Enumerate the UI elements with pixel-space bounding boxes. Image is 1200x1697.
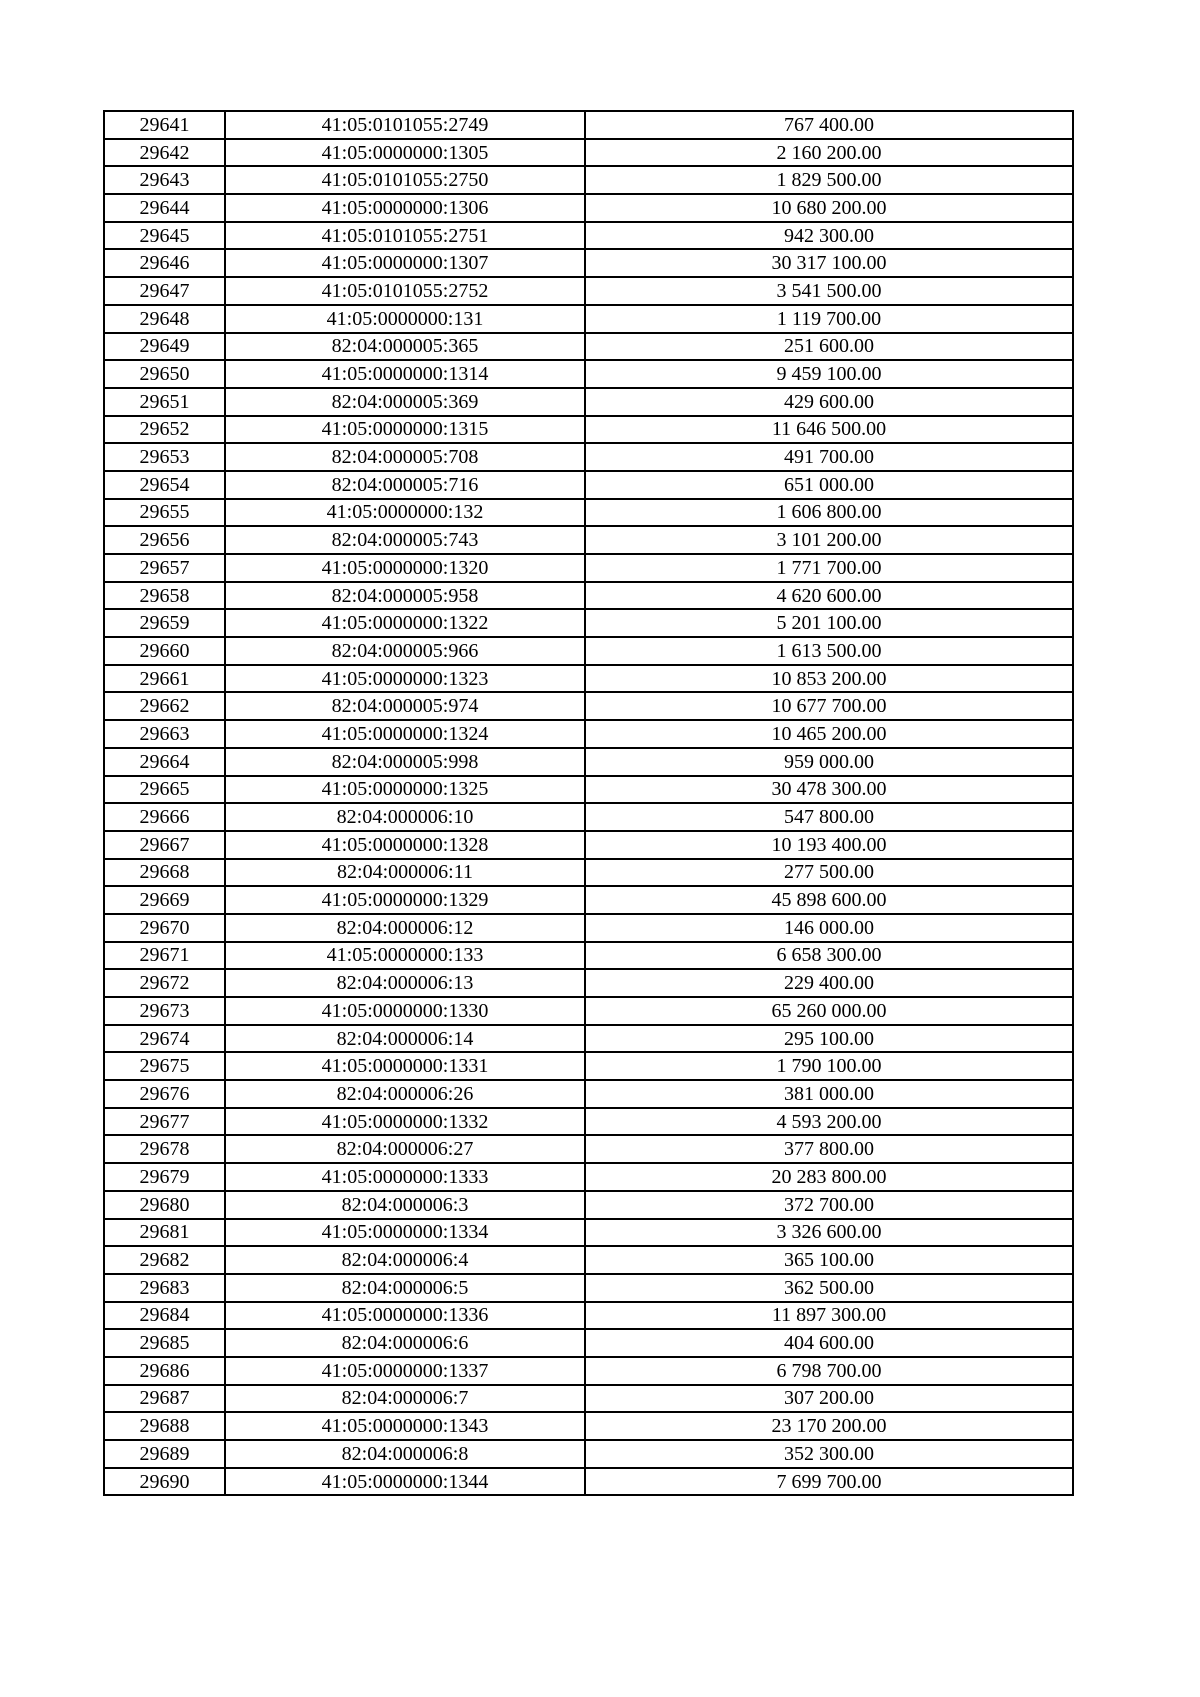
row-number-cell: 29654 xyxy=(104,471,225,499)
table-row xyxy=(104,139,1073,167)
cadastral-number-cell: 41:05:0101055:2751 xyxy=(225,222,585,250)
table-row xyxy=(104,803,1073,831)
table-row xyxy=(104,1163,1073,1191)
table-row xyxy=(104,1302,1073,1330)
cadastral-number-cell: 41:05:0000000:1334 xyxy=(225,1219,585,1247)
table-row xyxy=(104,886,1073,914)
cadastral-number-cell: 41:05:0000000:131 xyxy=(225,305,585,333)
cadastral-value-cell: 491 700.00 xyxy=(585,443,1073,471)
row-number-cell: 29687 xyxy=(104,1385,225,1413)
row-number-cell: 29656 xyxy=(104,526,225,554)
cadastral-number-cell: 41:05:0000000:1337 xyxy=(225,1357,585,1385)
cadastral-number-cell: 82:04:000005:743 xyxy=(225,526,585,554)
row-number-cell: 29664 xyxy=(104,748,225,776)
table-row xyxy=(104,305,1073,333)
row-number-cell: 29668 xyxy=(104,859,225,887)
cadastral-number-cell: 41:05:0000000:1320 xyxy=(225,554,585,582)
row-number-cell: 29674 xyxy=(104,1025,225,1053)
table-row xyxy=(104,554,1073,582)
cadastral-value-cell: 1 829 500.00 xyxy=(585,166,1073,194)
row-number-cell: 29679 xyxy=(104,1163,225,1191)
cadastral-number-cell: 41:05:0000000:132 xyxy=(225,499,585,527)
table-row xyxy=(104,776,1073,804)
row-number-cell: 29641 xyxy=(104,111,225,139)
cadastral-value-cell: 3 326 600.00 xyxy=(585,1219,1073,1247)
table-row xyxy=(104,499,1073,527)
table-row xyxy=(104,1412,1073,1440)
row-number-cell: 29673 xyxy=(104,997,225,1025)
cadastral-value-cell: 229 400.00 xyxy=(585,969,1073,997)
cadastral-number-cell: 41:05:0000000:133 xyxy=(225,942,585,970)
cadastral-number-cell: 82:04:000006:11 xyxy=(225,859,585,887)
cadastral-value-cell: 295 100.00 xyxy=(585,1025,1073,1053)
cadastral-value-cell: 4 620 600.00 xyxy=(585,582,1073,610)
cadastral-number-cell: 41:05:0000000:1336 xyxy=(225,1302,585,1330)
row-number-cell: 29671 xyxy=(104,942,225,970)
table-row xyxy=(104,859,1073,887)
cadastral-value-cell: 10 465 200.00 xyxy=(585,720,1073,748)
cadastral-number-cell: 82:04:000006:12 xyxy=(225,914,585,942)
table-row xyxy=(104,969,1073,997)
cadastral-value-cell: 10 193 400.00 xyxy=(585,831,1073,859)
cadastral-value-cell: 1 606 800.00 xyxy=(585,499,1073,527)
table-row xyxy=(104,1246,1073,1274)
cadastral-value-cell: 30 317 100.00 xyxy=(585,249,1073,277)
row-number-cell: 29645 xyxy=(104,222,225,250)
table-row xyxy=(104,914,1073,942)
cadastral-value-cell: 307 200.00 xyxy=(585,1385,1073,1413)
table-row xyxy=(104,333,1073,361)
row-number-cell: 29667 xyxy=(104,831,225,859)
table-row xyxy=(104,1080,1073,1108)
cadastral-value-cell: 767 400.00 xyxy=(585,111,1073,139)
table-row xyxy=(104,222,1073,250)
cadastral-number-cell: 41:05:0101055:2749 xyxy=(225,111,585,139)
cadastral-value-cell: 381 000.00 xyxy=(585,1080,1073,1108)
cadastral-number-cell: 41:05:0000000:1306 xyxy=(225,194,585,222)
cadastral-number-cell: 41:05:0000000:1330 xyxy=(225,997,585,1025)
cadastral-value-cell: 352 300.00 xyxy=(585,1440,1073,1468)
table-row xyxy=(104,665,1073,693)
row-number-cell: 29686 xyxy=(104,1357,225,1385)
cadastral-number-cell: 82:04:000005:974 xyxy=(225,692,585,720)
cadastral-value-cell: 11 646 500.00 xyxy=(585,416,1073,444)
cadastral-value-cell: 942 300.00 xyxy=(585,222,1073,250)
cadastral-value-cell: 2 160 200.00 xyxy=(585,139,1073,167)
cadastral-number-cell: 41:05:0000000:1324 xyxy=(225,720,585,748)
cadastral-number-cell: 41:05:0000000:1344 xyxy=(225,1468,585,1496)
row-number-cell: 29651 xyxy=(104,388,225,416)
cadastral-value-cell: 277 500.00 xyxy=(585,859,1073,887)
cadastral-value-cell: 4 593 200.00 xyxy=(585,1108,1073,1136)
table-row xyxy=(104,360,1073,388)
row-number-cell: 29659 xyxy=(104,609,225,637)
row-number-cell: 29649 xyxy=(104,333,225,361)
row-number-cell: 29643 xyxy=(104,166,225,194)
table-row xyxy=(104,831,1073,859)
table-row xyxy=(104,166,1073,194)
table-row xyxy=(104,471,1073,499)
table-row xyxy=(104,1219,1073,1247)
row-number-cell: 29678 xyxy=(104,1135,225,1163)
table-row xyxy=(104,1191,1073,1219)
cadastral-value-cell: 651 000.00 xyxy=(585,471,1073,499)
table-row xyxy=(104,582,1073,610)
cadastral-value-cell: 3 101 200.00 xyxy=(585,526,1073,554)
cadastral-value-cell: 65 260 000.00 xyxy=(585,997,1073,1025)
cadastral-number-cell: 82:04:000006:26 xyxy=(225,1080,585,1108)
table-row xyxy=(104,720,1073,748)
table-row xyxy=(104,1025,1073,1053)
table-row xyxy=(104,1274,1073,1302)
row-number-cell: 29682 xyxy=(104,1246,225,1274)
cadastral-value-cell: 45 898 600.00 xyxy=(585,886,1073,914)
table-row xyxy=(104,1385,1073,1413)
table-row xyxy=(104,388,1073,416)
cadastral-number-cell: 82:04:000006:14 xyxy=(225,1025,585,1053)
table-row xyxy=(104,609,1073,637)
cadastral-number-cell: 41:05:0000000:1343 xyxy=(225,1412,585,1440)
row-number-cell: 29662 xyxy=(104,692,225,720)
row-number-cell: 29672 xyxy=(104,969,225,997)
cadastral-number-cell: 82:04:000006:27 xyxy=(225,1135,585,1163)
cadastral-value-cell: 429 600.00 xyxy=(585,388,1073,416)
row-number-cell: 29648 xyxy=(104,305,225,333)
row-number-cell: 29658 xyxy=(104,582,225,610)
cadastral-number-cell: 41:05:0000000:1307 xyxy=(225,249,585,277)
row-number-cell: 29644 xyxy=(104,194,225,222)
cadastral-value-cell: 6 658 300.00 xyxy=(585,942,1073,970)
row-number-cell: 29655 xyxy=(104,499,225,527)
cadastral-number-cell: 41:05:0000000:1328 xyxy=(225,831,585,859)
cadastral-value-cell: 1 790 100.00 xyxy=(585,1052,1073,1080)
cadastral-value-cell: 3 541 500.00 xyxy=(585,277,1073,305)
row-number-cell: 29665 xyxy=(104,776,225,804)
cadastral-number-cell: 41:05:0000000:1323 xyxy=(225,665,585,693)
cadastral-value-cell: 9 459 100.00 xyxy=(585,360,1073,388)
cadastral-number-cell: 82:04:000005:716 xyxy=(225,471,585,499)
row-number-cell: 29675 xyxy=(104,1052,225,1080)
table-row xyxy=(104,443,1073,471)
row-number-cell: 29688 xyxy=(104,1412,225,1440)
table-row xyxy=(104,1440,1073,1468)
cadastral-value-cell: 547 800.00 xyxy=(585,803,1073,831)
cadastral-number-cell: 41:05:0000000:1322 xyxy=(225,609,585,637)
cadastral-number-cell: 41:05:0101055:2750 xyxy=(225,166,585,194)
row-number-cell: 29647 xyxy=(104,277,225,305)
cadastral-number-cell: 82:04:000006:13 xyxy=(225,969,585,997)
row-number-cell: 29685 xyxy=(104,1329,225,1357)
cadastral-number-cell: 82:04:000006:6 xyxy=(225,1329,585,1357)
cadastral-number-cell: 82:04:000006:7 xyxy=(225,1385,585,1413)
row-number-cell: 29666 xyxy=(104,803,225,831)
row-number-cell: 29646 xyxy=(104,249,225,277)
cadastral-value-cell: 362 500.00 xyxy=(585,1274,1073,1302)
row-number-cell: 29677 xyxy=(104,1108,225,1136)
cadastral-value-cell: 365 100.00 xyxy=(585,1246,1073,1274)
cadastral-number-cell: 82:04:000005:966 xyxy=(225,637,585,665)
cadastral-number-cell: 82:04:000006:8 xyxy=(225,1440,585,1468)
row-number-cell: 29657 xyxy=(104,554,225,582)
row-number-cell: 29652 xyxy=(104,416,225,444)
cadastral-value-cell: 1 613 500.00 xyxy=(585,637,1073,665)
cadastral-number-cell: 41:05:0000000:1333 xyxy=(225,1163,585,1191)
table-row xyxy=(104,997,1073,1025)
cadastral-number-cell: 41:05:0000000:1325 xyxy=(225,776,585,804)
cadastral-number-cell: 41:05:0000000:1332 xyxy=(225,1108,585,1136)
table-row xyxy=(104,1468,1073,1496)
cadastral-value-cell: 7 699 700.00 xyxy=(585,1468,1073,1496)
cadastral-number-cell: 41:05:0000000:1331 xyxy=(225,1052,585,1080)
cadastral-number-cell: 41:05:0000000:1315 xyxy=(225,416,585,444)
cadastral-value-cell: 372 700.00 xyxy=(585,1191,1073,1219)
table-row xyxy=(104,942,1073,970)
row-number-cell: 29684 xyxy=(104,1302,225,1330)
cadastral-value-cell: 10 680 200.00 xyxy=(585,194,1073,222)
table-row xyxy=(104,1135,1073,1163)
cadastral-number-cell: 82:04:000006:10 xyxy=(225,803,585,831)
table-row xyxy=(104,748,1073,776)
table-row xyxy=(104,1357,1073,1385)
cadastral-number-cell: 41:05:0000000:1305 xyxy=(225,139,585,167)
cadastral-number-cell: 82:04:000005:958 xyxy=(225,582,585,610)
row-number-cell: 29670 xyxy=(104,914,225,942)
table-row xyxy=(104,1052,1073,1080)
cadastral-number-cell: 82:04:000005:365 xyxy=(225,333,585,361)
row-number-cell: 29689 xyxy=(104,1440,225,1468)
table-row xyxy=(104,111,1073,139)
table-row xyxy=(104,416,1073,444)
cadastral-number-cell: 41:05:0000000:1329 xyxy=(225,886,585,914)
table-row xyxy=(104,1329,1073,1357)
cadastral-number-cell: 82:04:000005:369 xyxy=(225,388,585,416)
cadastral-number-cell: 82:04:000005:998 xyxy=(225,748,585,776)
table-row xyxy=(104,249,1073,277)
row-number-cell: 29669 xyxy=(104,886,225,914)
cadastral-value-cell: 1 119 700.00 xyxy=(585,305,1073,333)
row-number-cell: 29681 xyxy=(104,1219,225,1247)
row-number-cell: 29680 xyxy=(104,1191,225,1219)
cadastral-value-cell: 6 798 700.00 xyxy=(585,1357,1073,1385)
row-number-cell: 29676 xyxy=(104,1080,225,1108)
cadastral-value-table xyxy=(103,110,1074,1496)
row-number-cell: 29661 xyxy=(104,665,225,693)
cadastral-number-cell: 82:04:000006:4 xyxy=(225,1246,585,1274)
table-row xyxy=(104,692,1073,720)
table-row xyxy=(104,637,1073,665)
cadastral-value-cell: 959 000.00 xyxy=(585,748,1073,776)
cadastral-number-cell: 82:04:000006:5 xyxy=(225,1274,585,1302)
row-number-cell: 29683 xyxy=(104,1274,225,1302)
row-number-cell: 29642 xyxy=(104,139,225,167)
cadastral-value-cell: 20 283 800.00 xyxy=(585,1163,1073,1191)
table-row xyxy=(104,194,1073,222)
table-body xyxy=(104,111,1073,1495)
row-number-cell: 29650 xyxy=(104,360,225,388)
cadastral-value-cell: 377 800.00 xyxy=(585,1135,1073,1163)
cadastral-number-cell: 82:04:000006:3 xyxy=(225,1191,585,1219)
cadastral-value-cell: 251 600.00 xyxy=(585,333,1073,361)
cadastral-value-cell: 11 897 300.00 xyxy=(585,1302,1073,1330)
cadastral-value-cell: 23 170 200.00 xyxy=(585,1412,1073,1440)
cadastral-value-cell: 146 000.00 xyxy=(585,914,1073,942)
table-row xyxy=(104,1108,1073,1136)
table-row xyxy=(104,526,1073,554)
cadastral-value-cell: 5 201 100.00 xyxy=(585,609,1073,637)
cadastral-value-cell: 1 771 700.00 xyxy=(585,554,1073,582)
cadastral-value-cell: 30 478 300.00 xyxy=(585,776,1073,804)
cadastral-value-cell: 10 677 700.00 xyxy=(585,692,1073,720)
row-number-cell: 29660 xyxy=(104,637,225,665)
row-number-cell: 29663 xyxy=(104,720,225,748)
cadastral-number-cell: 41:05:0101055:2752 xyxy=(225,277,585,305)
cadastral-value-cell: 10 853 200.00 xyxy=(585,665,1073,693)
row-number-cell: 29653 xyxy=(104,443,225,471)
table-row xyxy=(104,277,1073,305)
row-number-cell: 29690 xyxy=(104,1468,225,1496)
cadastral-number-cell: 82:04:000005:708 xyxy=(225,443,585,471)
cadastral-number-cell: 41:05:0000000:1314 xyxy=(225,360,585,388)
cadastral-value-cell: 404 600.00 xyxy=(585,1329,1073,1357)
